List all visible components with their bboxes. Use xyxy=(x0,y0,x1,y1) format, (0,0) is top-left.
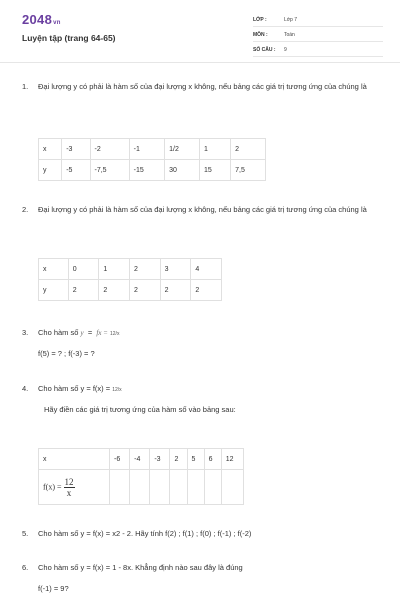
table-cell[interactable] xyxy=(221,470,243,505)
logo-text: 2048 xyxy=(22,12,53,27)
table-cell: 2 xyxy=(231,139,266,160)
table-cell: -4 xyxy=(130,449,150,470)
table-cell: 2 xyxy=(99,280,130,301)
question-5-text: Cho hàm số y = f(x) = x2 - 2. Hãy tính f(2) ; f(1) ; f(0) ; f(-1) ; f(-2) xyxy=(38,529,252,538)
site-logo[interactable] xyxy=(22,12,61,27)
question-4-intro: Cho hàm số y = f(x) = xyxy=(38,384,111,393)
meta-subject-label: MÔN : xyxy=(253,32,268,38)
formula-equals: = xyxy=(87,328,93,337)
table-cell: -6 xyxy=(110,449,130,470)
question-6-option: f(-1) = 9? xyxy=(38,584,69,593)
table-cell: -3 xyxy=(62,139,90,160)
table-cell: 30 xyxy=(165,160,200,181)
table-cell: 1 xyxy=(99,259,130,280)
question-4-line2 xyxy=(22,403,372,417)
question-3-intro: Cho hàm số xyxy=(38,328,79,337)
function-fraction xyxy=(64,477,75,498)
table-cell: x xyxy=(39,139,62,160)
meta-subject xyxy=(253,29,383,42)
meta-subject-value: Toán xyxy=(284,32,295,38)
question-2-table xyxy=(38,258,222,301)
table-cell: -3 xyxy=(150,449,170,470)
table-cell[interactable] xyxy=(170,470,187,505)
formula-fraction: 12/x xyxy=(112,387,122,393)
question-1-number: 1. xyxy=(22,82,29,91)
table-cell: -1 xyxy=(129,139,165,160)
table-cell: y xyxy=(39,280,69,301)
question-1 xyxy=(22,80,372,110)
table-cell: -5 xyxy=(62,160,90,181)
page-header xyxy=(0,0,400,63)
table-cell: 1/2 xyxy=(165,139,200,160)
question-5 xyxy=(22,527,372,541)
table-cell: 2 xyxy=(130,280,161,301)
table-cell: 1 xyxy=(199,139,230,160)
table-cell: x xyxy=(39,259,69,280)
question-1-text: Đại lượng y có phải là hàm số của đại lượng x không, nếu bảng các giá trị tương ứng của chúng là xyxy=(38,82,367,91)
question-6 xyxy=(22,561,372,575)
question-4-text xyxy=(38,382,378,397)
table-row xyxy=(39,139,266,160)
table-cell: 12 xyxy=(221,449,243,470)
table-cell: -7,5 xyxy=(90,160,129,181)
logo-suffix: vn xyxy=(53,20,61,26)
table-cell: 15 xyxy=(199,160,230,181)
table-cell: 2 xyxy=(130,259,161,280)
table-cell[interactable] xyxy=(130,470,150,505)
fraction-numerator: 12 xyxy=(64,476,74,487)
meta-grade-value: Lớp 7 xyxy=(284,17,298,23)
table-row xyxy=(39,259,222,280)
question-6-text: Cho hàm số y = f(x) = 1 - 8x. Khẳng định nào sau đây là đúng xyxy=(38,563,243,572)
table-row xyxy=(39,470,244,505)
table-cell: 2 xyxy=(68,280,99,301)
function-label: f(x) = xyxy=(43,481,62,491)
table-cell[interactable] xyxy=(150,470,170,505)
fraction-denominator: x xyxy=(66,487,72,498)
table-cell: x xyxy=(39,449,110,470)
formula-fraction: 12/x xyxy=(110,331,120,337)
table-cell[interactable] xyxy=(204,470,221,505)
table-row xyxy=(39,449,244,470)
table-row xyxy=(39,160,266,181)
table-cell[interactable] xyxy=(110,470,130,505)
meta-count-label: SỐ CÂU : xyxy=(253,47,276,53)
question-2 xyxy=(22,203,372,233)
table-cell: 2 xyxy=(160,280,191,301)
question-1-table xyxy=(38,138,266,181)
question-3-subquestion: f(5) = ? ; f(-3) = ? xyxy=(38,349,95,358)
table-cell-function xyxy=(39,470,110,505)
question-2-number: 2. xyxy=(22,205,29,214)
formula-function: fx = xyxy=(96,329,108,337)
table-cell: 6 xyxy=(204,449,221,470)
table-cell: 5 xyxy=(187,449,204,470)
question-4-table xyxy=(38,448,244,505)
question-3-number: 3. xyxy=(22,328,29,337)
table-cell: 2 xyxy=(191,280,222,301)
question-6-line2 xyxy=(22,582,372,596)
page-title: Luyện tập (trang 64-65) xyxy=(22,33,116,43)
question-3-text xyxy=(38,326,378,341)
question-3 xyxy=(22,326,372,340)
table-cell: 7,5 xyxy=(231,160,266,181)
table-cell: -15 xyxy=(129,160,165,181)
table-cell: 3 xyxy=(160,259,191,280)
meta-grade-label: LỚP : xyxy=(253,17,267,23)
table-row xyxy=(39,280,222,301)
meta-grade xyxy=(253,14,383,27)
table-cell: 4 xyxy=(191,259,222,280)
question-4-instruction: Hãy điền các giá trị tương ứng của hàm số vào bảng sau: xyxy=(44,405,236,414)
formula-variable: y xyxy=(80,329,84,337)
table-cell: 0 xyxy=(68,259,99,280)
table-cell[interactable] xyxy=(187,470,204,505)
table-cell: 2 xyxy=(170,449,187,470)
table-cell: -2 xyxy=(90,139,129,160)
table-cell: y xyxy=(39,160,62,181)
meta-count xyxy=(253,44,383,57)
question-4-number: 4. xyxy=(22,384,29,393)
meta-count-value: 9 xyxy=(284,47,287,53)
question-2-text: Đại lượng y có phải là hàm số của đại lượng x không, nếu bảng các giá trị tương ứng của chúng là xyxy=(38,205,367,214)
question-6-number: 6. xyxy=(22,563,29,572)
question-4 xyxy=(22,382,372,396)
question-5-number: 5. xyxy=(22,529,29,538)
question-3-line2 xyxy=(22,347,372,361)
